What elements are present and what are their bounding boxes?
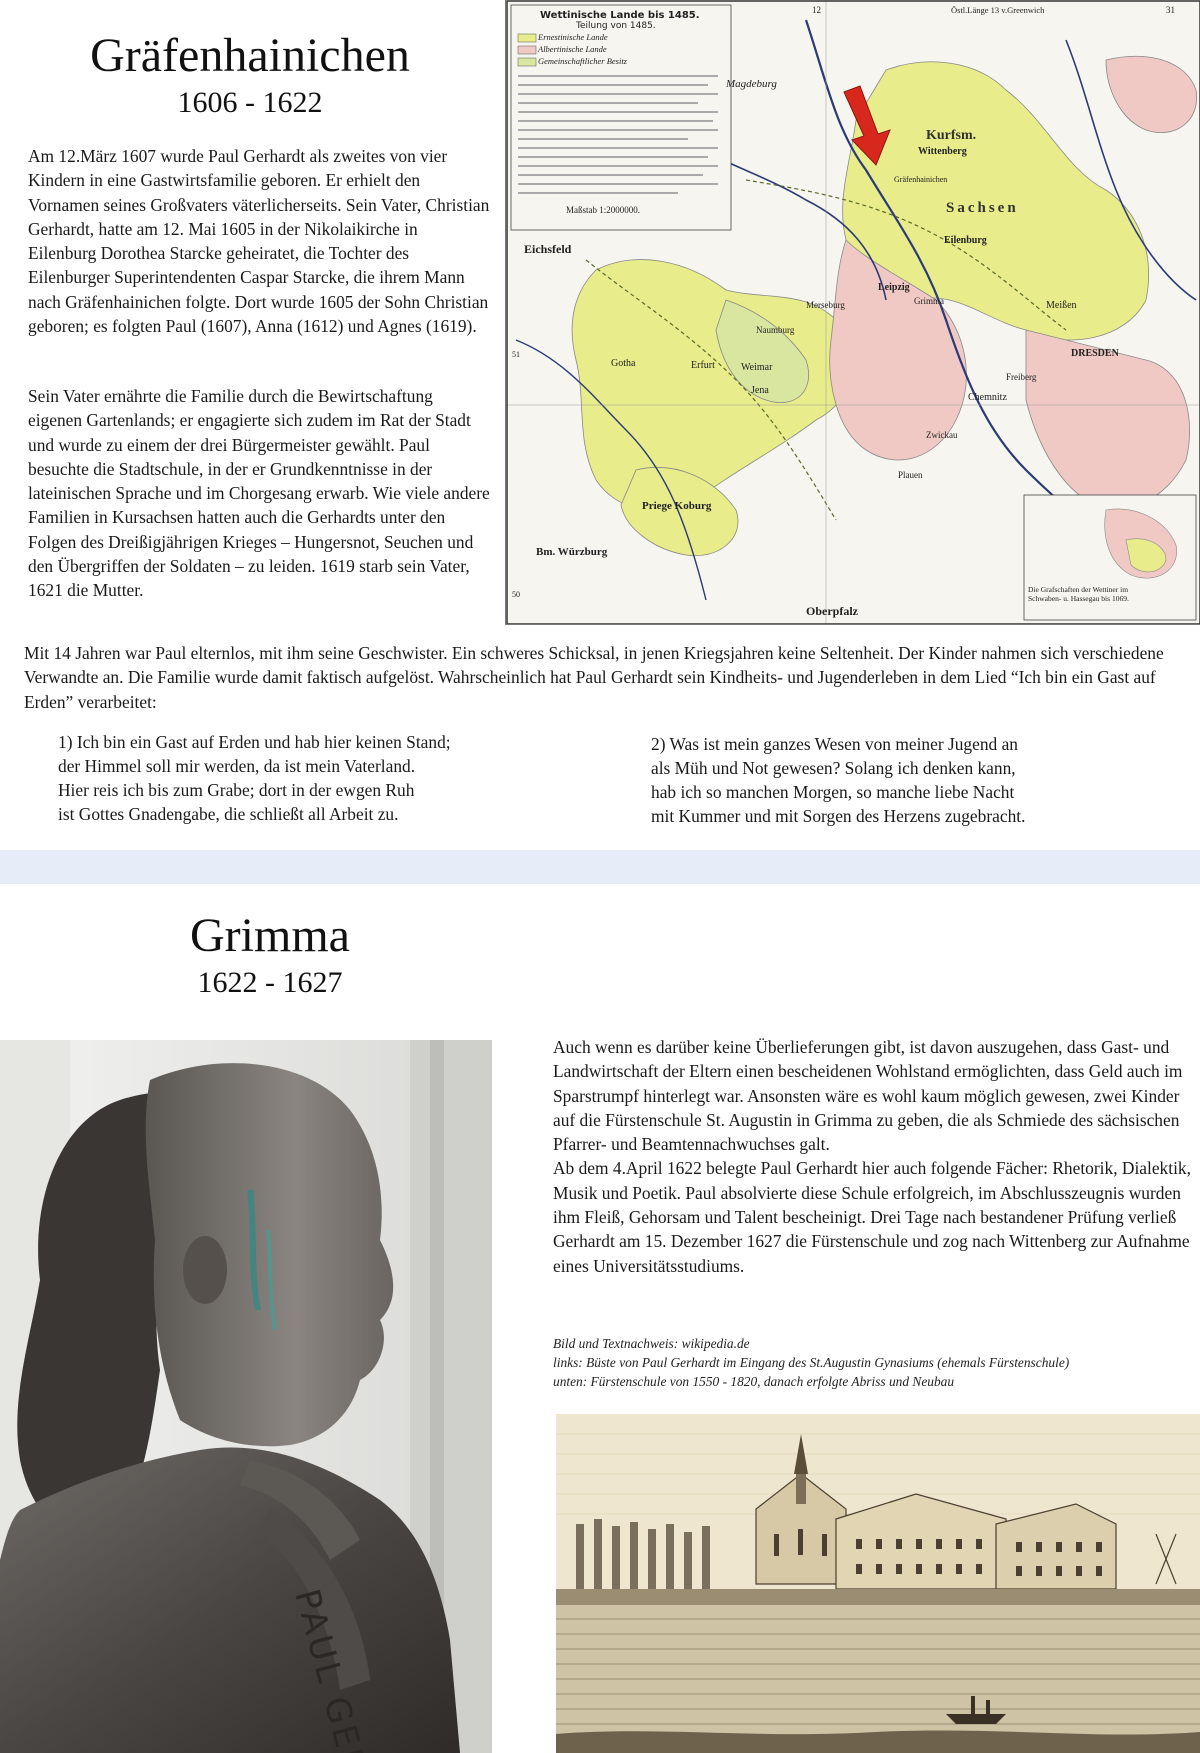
map-longitude-label: Östl.Länge 13 v.Greenwich <box>951 5 1045 15</box>
map-legend-item: Albertinische Lande <box>538 44 607 54</box>
map-illustration <box>506 0 1200 625</box>
map-label: Magdeburg <box>726 78 777 90</box>
school-engraving <box>556 1414 1200 1753</box>
map-label: Erfurt <box>691 360 715 371</box>
map-label: Wittenberg <box>918 146 967 157</box>
map-label: Grimma <box>914 296 944 306</box>
period-years: 1622 - 1627 <box>197 966 343 999</box>
map-inset-caption: Die Grafschaften der Wettiner im Schwaben- u. Hassegau bis 1069. <box>1028 585 1129 603</box>
bust-inscription: PAUL <box>286 1585 351 1690</box>
map-latitude: 51 <box>512 350 520 359</box>
map-label: Gräfenhainichen <box>894 175 948 184</box>
paragraph-grimma-part2: Ab dem 4.April 1622 belegte Paul Gerhardt hier auch folgende Fächer: Rhetorik, Dialektik, Musik und Poetik. Paul absolvierte diese Schule erfolgreich, im Abschlusszeugnis wurden ihm Fleiß, Gehorsam und Talent bescheinigt. Drei Tage nach bestandener Prüfung verließ Gerhardt am 15. Dezember 1627 die Fürstenschule und zog nach Wittenberg zur Aufnahme eines Universitätsstudiums. <box>553 1158 1191 1276</box>
map-label: Oberpfalz <box>806 604 858 618</box>
period-years: 1606 - 1622 <box>177 86 323 119</box>
image-credits <box>553 1334 1193 1391</box>
map-label: Meißen <box>1046 300 1077 311</box>
paragraph-grimma-part1: Auch wenn es darüber keine Überlieferungen gibt, ist davon auszugehen, dass Gast- und Landwirtschaft der Eltern einen bescheidenen Wohlstand ermöglichten, dass Geld auch im Sparstrumpf hinterlegt war. Ansonsten wäre es wohl kaum möglich gewesen, zwei Kinder auf die Fürstenschule St. Augustin in Grimma zu geben, die als Schmiede des sächsischen Pfarrer- und Beamtennachwuchses galt. <box>553 1037 1183 1155</box>
map-legend-subtitle: Teilung von 1485. <box>576 21 656 31</box>
map-label: DRESDEN <box>1071 348 1119 359</box>
page-title: Gräfenhainichen <box>90 29 410 82</box>
hymn-verse-2: 2) Was ist mein ganzes Wesen von meiner Jugend an als Müh und Not gewesen? Solang ich denken kann, hab ich so manchen Morgen, so manche liebe Nacht mit Kummer und mit Sorgen des Herzens zugebracht. <box>651 734 1026 826</box>
paragraph-family: Sein Vater ernährte die Familie durch die Bewirtschaftung eigenen Gartenlands; er engagierte sich zudem im Rat der Stadt und wurde zu einem der drei Bürgermeister gewählt. Paul besuchte die Stadtschule, in der er Grundkenntnisse in der lateinischen Sprache und im Chorgesang erwarb. Wie viele andere Familien in Kursachsen hatten auch die Gerhardts unter den Folgen des Dreißigjährigen Krieges – Hungersnot, Seuchen und den Übergriffen der Soldaten – zu leiden. 1619 starb sein Vater, 1621 die Mutter. <box>28 386 490 601</box>
map-label: Gotha <box>611 358 636 369</box>
map-label: Naumburg <box>756 325 795 335</box>
map-label: Jena <box>751 385 769 396</box>
map-scale: Maßstab 1:2000000. <box>566 205 640 215</box>
map-longitude: 31 <box>1166 5 1175 15</box>
map-label: Sachsen <box>946 200 1019 216</box>
historical-map <box>505 0 1200 625</box>
credit-source: Bild und Textnachweis: wikipedia.de <box>553 1336 750 1351</box>
map-label: Eilenburg <box>944 235 987 246</box>
map-latitude: 50 <box>512 590 520 599</box>
map-label: Merseburg <box>806 300 845 310</box>
map-legend-item: Ernestinische Lande <box>538 32 608 42</box>
map-label: Bm. Würzburg <box>536 546 608 558</box>
credit-left: links: Büste von Paul Gerhardt im Eingang des St.Augustin Gynasiums (ehemals Fürstenschule) <box>553 1355 1070 1370</box>
map-legend-item: Gemeinschaftlicher Besitz <box>538 56 627 66</box>
map-label: Leipzig <box>878 282 910 293</box>
credit-below: unten: Fürstenschule von 1550 - 1820, danach erfolgte Abriss und Neubau <box>553 1374 955 1389</box>
paragraph-orphaned: Mit 14 Jahren war Paul elternlos, mit ihm seine Geschwister. Ein schweres Schicksal, in jenen Kriegsjahren keine Seltenheit. Der Kinder nahmen sich verschiedene Verwandte an. Die Familie wurde damit faktisch aufgelöst. Wahrscheinlich hat Paul Gerhardt sein Kindheits- und Jugenderleben in dem Lied “Ich bin ein Gast auf Erden” verarbeitet: <box>24 643 1164 712</box>
map-label: Freiberg <box>1006 372 1037 382</box>
paragraph-birth: Am 12.März 1607 wurde Paul Gerhardt als zweites von vier Kindern in eine Gastwirtsfamilie geboren. Er erhielt den Vornamen seines Großvaters väterlicherseits. Sein Vater, Christian Gerhardt, hatte am 12. Mai 1605 in der Nikolaikirche in Eilenburg Dorothea Starcke geheiratet, die Tochter des Eilenburger Superintendenten Caspar Starcke, die ihrem Mann nach Gräfenhainichen folgte. Dort wurde 1605 der Sohn Christian geboren; es folgten Paul (1607), Anna (1612) und Agnes (1619). <box>28 146 490 337</box>
bust-photo <box>0 1040 492 1753</box>
section-divider <box>0 850 1200 884</box>
hymn-verse-1: 1) Ich bin ein Gast auf Erden und hab hier keinen Stand; der Himmel soll mir werden, da ist mein Vaterland. Hier reis ich bis zum Grabe; dort in der ewgen Ruh ist Gottes Gnadengabe, die schließt all Arbeit zu. <box>58 732 451 824</box>
engraving-illustration <box>556 1414 1200 1753</box>
map-label: Chemnitz <box>968 392 1007 403</box>
section-title: Grimma <box>190 909 350 962</box>
map-label: Kurfsm. <box>926 128 977 143</box>
map-label: Priege Koburg <box>642 500 712 512</box>
bust-illustration <box>0 1040 492 1753</box>
paragraph-grimma <box>553 1035 1193 1278</box>
map-label: Zwickau <box>926 430 958 440</box>
map-label: Weimar <box>741 362 773 373</box>
map-label: Plauen <box>898 470 923 480</box>
map-label: Eichsfeld <box>524 242 572 256</box>
map-longitude: 12 <box>812 5 821 15</box>
map-legend-title: Wettinische Lande bis 1485. <box>540 10 700 21</box>
